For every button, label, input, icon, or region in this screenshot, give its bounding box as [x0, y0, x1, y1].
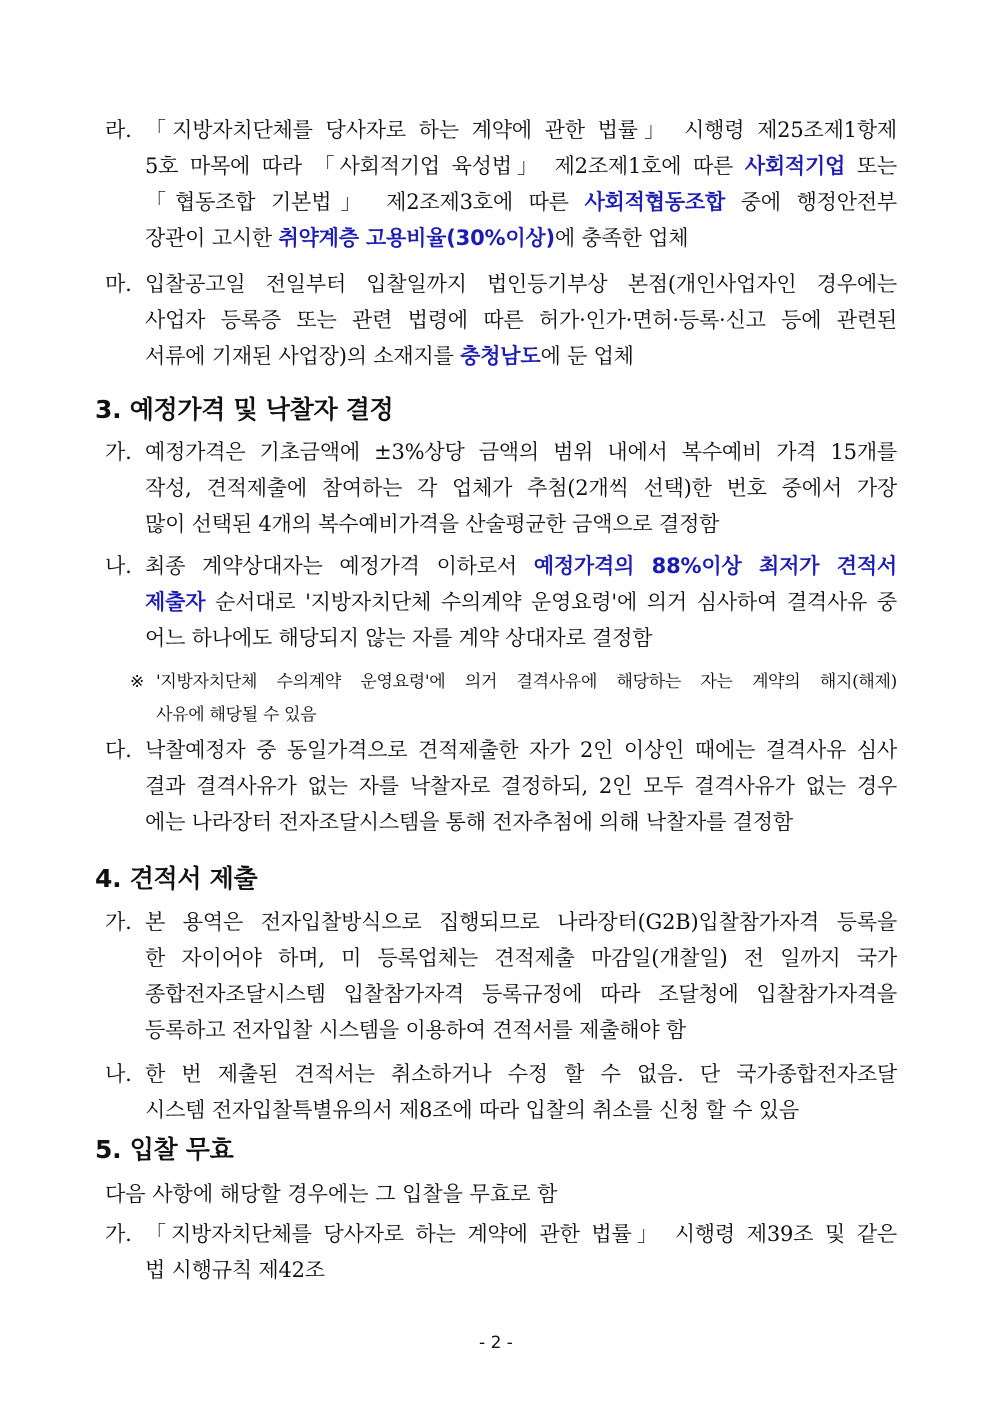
clause-line: 최종 계약상대자는 예정가격 이하로서 예정가격의 88%이상 최저가 견적서	[145, 554, 897, 578]
clause-line: 장관이 고시한 취약계층 고용비율(30%이상)에 충족한 업체	[145, 226, 689, 250]
clause-line: 「지방자치단체를 당사자로 하는 계약에 관한 법률」 시행령 제25조제1항제	[145, 118, 897, 142]
highlight-employment-ratio: 취약계층 고용비율(30%이상)	[278, 226, 555, 250]
highlight-social-cooperative: 사회적협동조합	[584, 190, 726, 214]
clause-s3-da	[105, 732, 897, 840]
highlight-social-enterprise: 사회적기업	[744, 154, 846, 178]
clause-marker: 마.	[105, 272, 132, 296]
clause-line: 제출자 순서대로 '지방자치단체 수의계약 운영요령'에 의거 심사하여 결격사유 중	[145, 590, 897, 614]
clause-line: 예정가격은 기초금액에 ±3%상당 금액의 범위 내에서 복수예비 가격 15개를	[145, 440, 897, 464]
clause-s5-ga	[105, 1216, 897, 1288]
clause-line: 낙찰예정자 중 동일가격으로 견적제출한 자가 2인 이상인 때에는 결격사유 심사	[145, 738, 897, 762]
highlight-price-threshold: 예정가격의 88%이상 최저가 견적서	[533, 554, 897, 578]
clause-s4-ga	[105, 904, 897, 1048]
clause-marker: 가.	[105, 440, 132, 464]
clause-line: 결과 결격사유가 없는 자를 낙찰자로 결정하되, 2인 모두 결격사유가 없는 경우	[145, 774, 897, 798]
clause-marker: 나.	[105, 554, 132, 578]
clause-marker: 가.	[105, 1222, 132, 1246]
clause-line: 사업자 등록증 또는 관련 법령에 따른 허가·인가·면허·등록·신고 등에 관련된	[145, 308, 897, 332]
note-line: '지방자치단체 수의계약 운영요령'에 의거 결격사유에 해당하는 자는 계약의 해지(해제)	[156, 672, 897, 692]
clause-line: 입찰공고일 전일부터 입찰일까지 법인등기부상 본점(개인사업자인 경우에는	[145, 272, 897, 296]
clause-s3-na	[105, 548, 897, 656]
clause-line: 시스템 전자입찰특별유의서 제8조에 따라 입찰의 취소를 신청 할 수 있음	[145, 1098, 799, 1122]
section-5-intro: 다음 사항에 해당할 경우에는 그 입찰을 무효로 함	[105, 1182, 558, 1206]
page-number: - 2 -	[479, 1333, 513, 1353]
clause-marker: 가.	[105, 910, 132, 934]
highlight-region: 충청남도	[460, 344, 541, 368]
clause-s3-ga	[105, 434, 897, 542]
note-marker: ※	[130, 672, 144, 692]
clause-line: 많이 선택된 4개의 복수예비가격을 산술평균한 금액으로 결정함	[145, 512, 720, 536]
clause-line: 서류에 기재된 사업장)의 소재지를 충청남도에 둔 업체	[145, 344, 634, 368]
clause-ma	[105, 266, 897, 374]
highlight-submitter: 제출자	[145, 590, 206, 614]
clause-line: 작성, 견적제출에 참여하는 각 업체가 추첨(2개씩 선택)한 번호 중에서 가장	[145, 476, 897, 500]
section-heading-4: 4. 견적서 제출	[95, 864, 258, 893]
clause-line: 등록하고 전자입찰 시스템을 이용하여 견적서를 제출해야 함	[145, 1018, 686, 1042]
clause-line: 5호 마목에 따라 「사회적기업 육성법」 제2조제1호에 따른 사회적기업 또는	[145, 154, 897, 178]
note-disqualification	[130, 666, 897, 732]
note-line: 사유에 해당될 수 있음	[156, 705, 317, 725]
clause-s4-na	[105, 1056, 897, 1128]
clause-line: 법 시행규칙 제42조	[145, 1258, 325, 1282]
section-heading-5: 5. 입찰 무효	[95, 1135, 234, 1164]
clause-line: 한 번 제출된 견적서는 취소하거나 수정 할 수 없음. 단 국가종합전자조달	[145, 1062, 897, 1086]
clause-line: 에는 나라장터 전자조달시스템을 통해 전자추첨에 의해 낙찰자를 결정함	[145, 810, 793, 834]
clause-line: 종합전자조달시스템 입찰참가자격 등록규정에 따라 조달청에 입찰참가자격을	[145, 982, 897, 1006]
clause-marker: 라.	[105, 118, 132, 142]
clause-ra	[105, 112, 897, 256]
clause-marker: 나.	[105, 1062, 132, 1086]
clause-line: 한 자이어야 하며, 미 등록업체는 견적제출 마감일(개찰일) 전 일까지 국가	[145, 946, 897, 970]
clause-line: 본 용역은 전자입찰방식으로 집행되므로 나라장터(G2B)입찰참가자격 등록을	[145, 910, 897, 934]
clause-line: 어느 하나에도 해당되지 않는 자를 계약 상대자로 결정함	[145, 626, 653, 650]
clause-line: 「지방자치단체를 당사자로 하는 계약에 관한 법률」 시행령 제39조 및 같은	[145, 1222, 897, 1246]
section-heading-3: 3. 예정가격 및 낙찰자 결정	[95, 395, 394, 424]
clause-marker: 다.	[105, 738, 132, 762]
clause-line: 「협동조합 기본법」 제2조제3호에 따른 사회적협동조합 중에 행정안전부	[145, 190, 897, 214]
